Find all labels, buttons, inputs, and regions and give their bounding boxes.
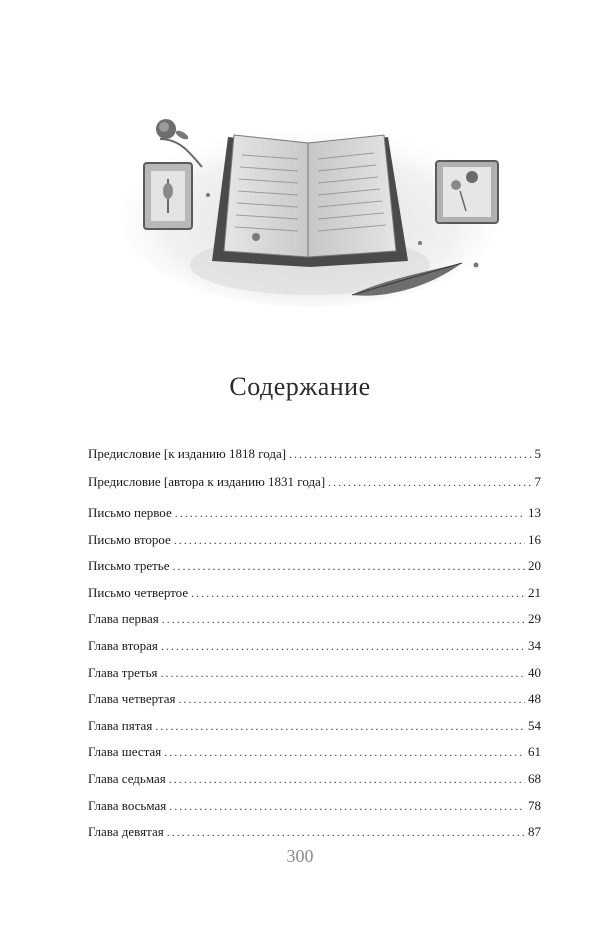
leader-dots (289, 447, 531, 462)
toc-entry-page: 61 (528, 744, 541, 760)
toc-entry[interactable] (88, 474, 541, 502)
open-book (212, 135, 408, 267)
leader-dots (162, 612, 525, 627)
leader-dots (328, 475, 531, 490)
toc-entry-title: Глава девятая (88, 824, 164, 840)
toc-entry[interactable] (88, 532, 541, 559)
toc-entry-page: 20 (528, 558, 541, 574)
leader-dots (174, 533, 525, 548)
toc-entry[interactable] (88, 744, 541, 771)
toc-entry-title: Глава седьмая (88, 770, 166, 786)
toc-entry-title: Письмо четвертое (88, 584, 189, 600)
toc-entry-title: Глава первая (88, 611, 159, 627)
toc-entry-page: 34 (528, 637, 541, 653)
toc-entry-page: 13 (528, 505, 541, 520)
toc-entry-page: 54 (528, 717, 541, 733)
toc-entry[interactable] (88, 558, 541, 585)
toc-entry[interactable] (88, 665, 541, 692)
toc-entry-title: Глава четвертая (88, 691, 176, 707)
toc-entry-title: Глава восьмая (88, 797, 167, 813)
toc-entry-title: Глава третья (88, 664, 158, 680)
toc-entry[interactable] (88, 505, 541, 532)
toc-entry[interactable] (88, 638, 541, 665)
toc-entry-page: 7 (534, 474, 541, 489)
page-number: 300 (286, 846, 314, 866)
table-of-contents (88, 446, 541, 851)
framed-picture-right (436, 161, 498, 223)
page-title: Содержание (229, 372, 371, 401)
book-illustration (120, 95, 500, 310)
leader-dots (175, 506, 525, 521)
leader-dots (191, 586, 525, 601)
framed-picture-left (144, 163, 192, 229)
toc-entry-page: 68 (528, 770, 541, 786)
toc-entry-page: 40 (528, 664, 541, 680)
toc-entry[interactable] (88, 771, 541, 798)
toc-entry-title: Глава шестая (88, 744, 162, 760)
toc-entry-page: 87 (528, 824, 541, 840)
toc-entry-page: 48 (528, 691, 541, 707)
leader-dots (179, 692, 525, 707)
toc-entry-page: 21 (528, 584, 541, 600)
toc-entry[interactable] (88, 798, 541, 825)
leader-dots (167, 825, 525, 840)
toc-entry-page: 5 (534, 446, 541, 461)
toc-entry-page: 16 (528, 531, 541, 547)
leader-dots (161, 639, 525, 654)
toc-entry-title: Предисловие [автора к изданию 1831 года] (88, 474, 326, 489)
toc-entry-title: Предисловие [к изданию 1818 года] (88, 446, 287, 461)
toc-entry-title: Глава вторая (88, 637, 158, 653)
leader-dots (155, 719, 525, 734)
leader-dots (173, 559, 525, 574)
toc-entry[interactable] (88, 446, 541, 474)
toc-entry-page: 78 (528, 797, 541, 813)
leader-dots (169, 772, 525, 787)
leader-dots (169, 799, 525, 814)
leader-dots (160, 666, 525, 681)
toc-entry-title: Письмо третье (88, 558, 170, 574)
leader-dots (164, 745, 525, 760)
toc-entry-title: Письмо второе (88, 531, 171, 547)
toc-entry-title: Глава пятая (88, 717, 153, 733)
toc-entry-page: 29 (528, 611, 541, 627)
toc-entry[interactable] (88, 611, 541, 638)
toc-entry[interactable] (88, 585, 541, 612)
toc-entry-title: Письмо первое (88, 505, 172, 520)
toc-entry[interactable] (88, 691, 541, 718)
toc-entry[interactable] (88, 718, 541, 745)
